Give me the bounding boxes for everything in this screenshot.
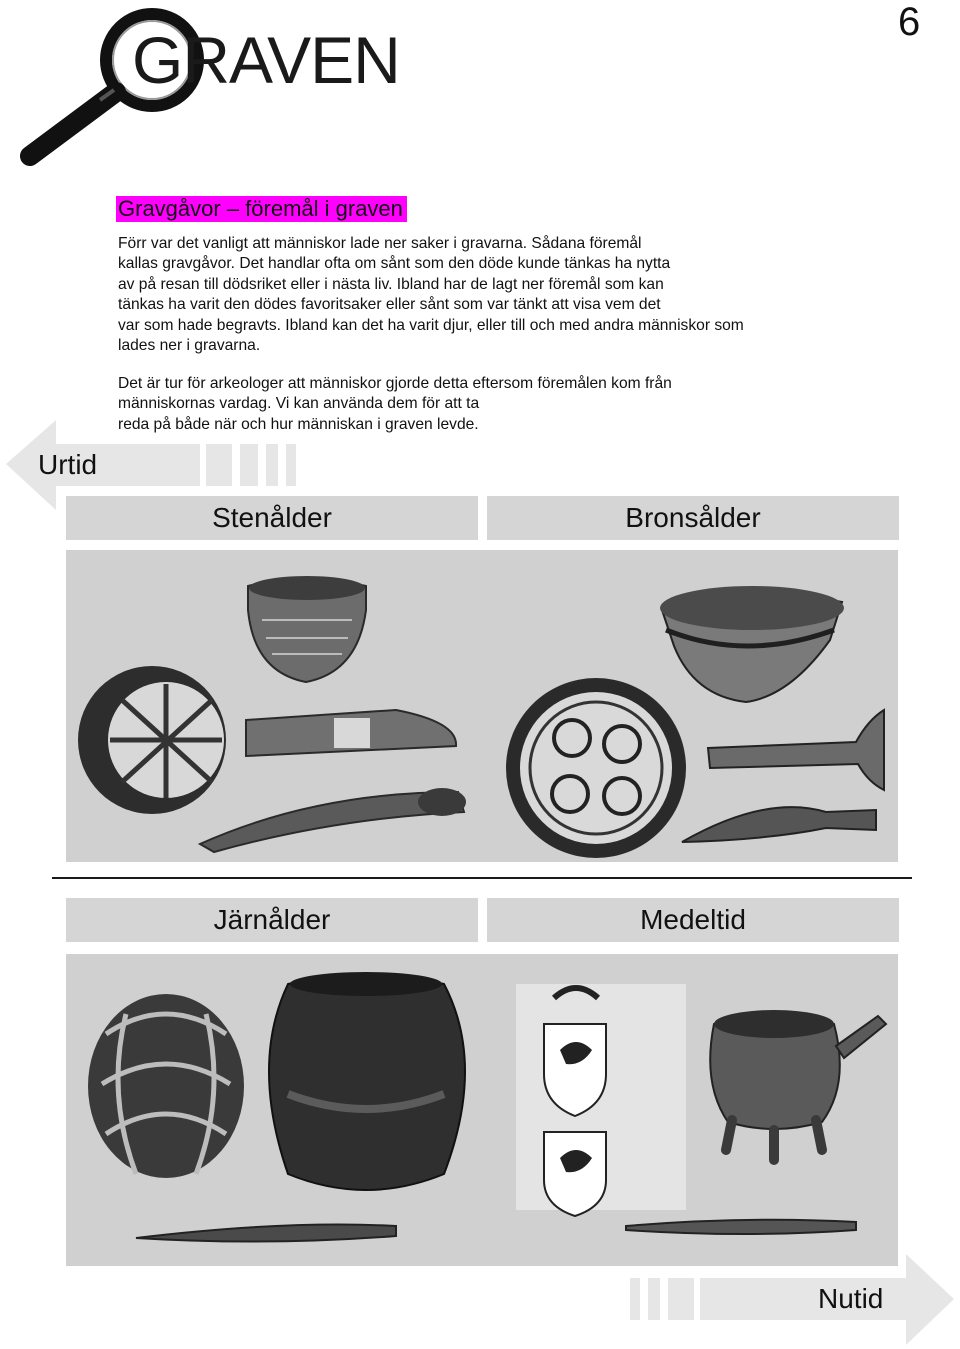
arrow-right-icon	[630, 1254, 954, 1345]
intro-paragraph: Förr var det vanligt att människor lade ner saker i gravarna. Sådana föremål kallas gravgåvor. Det handlar ofta om sånt som den döde kunde tänkas ha nytta av på resan till dödsriket eller i nästa liv. Ibland har de lagt ner föremål som kan tänkas ha varit den dödes favoritsaker eller sånt som var tänkt att visa vem det var som hade begravts. Ibland kan det ha varit djur, eller till och med andra människor som lades ner i gravarna.	[118, 235, 744, 355]
timeline-end-label: Nutid	[818, 1283, 884, 1314]
section-heading: Gravgåvor – föremål i graven	[116, 196, 407, 222]
page-number: 6	[898, 0, 921, 44]
timeline-start-label: Urtid	[38, 449, 98, 480]
artifact-illustrations-stone-bronze	[66, 550, 898, 862]
heraldic-drawing-image	[516, 984, 686, 1216]
bronze-vessel-image	[660, 586, 844, 702]
decorated-dish-image	[78, 666, 226, 814]
artifact-illustrations-iron-medieval	[66, 954, 898, 1266]
era-bronze-age: Bronsålder	[487, 496, 899, 540]
socketed-axe-image	[708, 710, 884, 790]
hammer-axe-image	[200, 788, 466, 852]
knotwork-brooch-image	[88, 994, 244, 1178]
spiral-disc-image	[506, 678, 686, 858]
tripod-pot-image	[710, 1010, 886, 1160]
iron-age-pot-image	[269, 972, 465, 1190]
artifact-panel-iron-medieval	[66, 954, 898, 1266]
era-middle-ages: Medeltid	[487, 898, 899, 942]
archaeology-paragraph: Det är tur för arkeologer att människor gjorde detta eftersom föremålen kom från människornas vardag. Vi kan använda dem för att ta reda på både när och hur människan i graven levde.	[118, 375, 672, 433]
clay-bowl-image	[248, 576, 366, 682]
stone-axe-image	[246, 710, 456, 756]
section-divider	[52, 877, 912, 879]
spearhead-image	[682, 807, 876, 842]
page-title: GRAVEN	[132, 23, 400, 97]
artifact-panel-stone-bronze	[66, 550, 898, 862]
medieval-knife-image	[626, 1220, 856, 1234]
era-iron-age: Järnålder	[66, 898, 478, 942]
iron-knife-image	[136, 1225, 396, 1242]
era-stone-age: Stenålder	[66, 496, 478, 540]
